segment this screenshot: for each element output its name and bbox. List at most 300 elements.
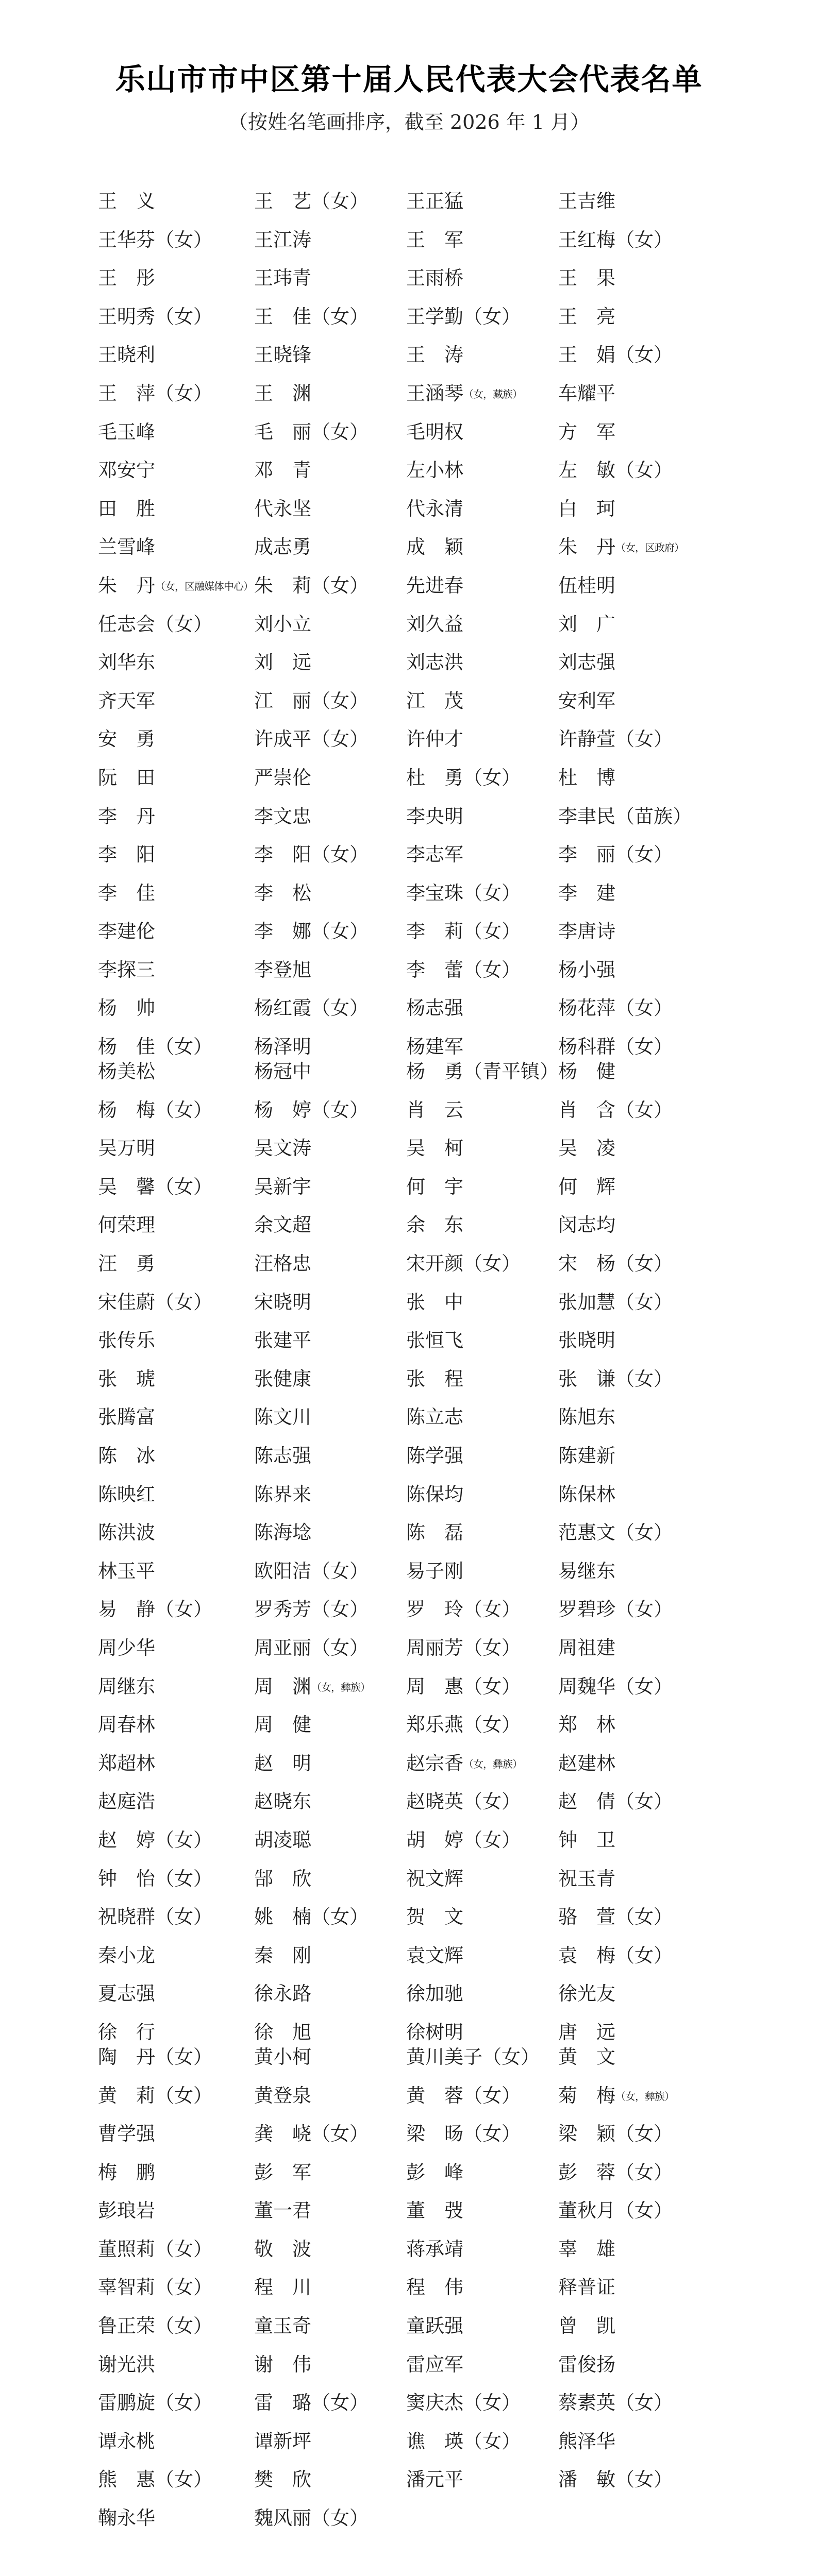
representative-entry	[558, 2199, 673, 2222]
representative-note: （女）	[311, 920, 369, 943]
representative-name: 李唐诗	[558, 920, 615, 943]
list-row	[0, 2507, 818, 2530]
representative-entry	[254, 267, 311, 290]
representative-entry	[254, 1214, 311, 1236]
representative-name: 王正猛	[406, 190, 463, 212]
representative-name: 易继东	[558, 1560, 615, 1582]
representative-note: （女）	[463, 2123, 521, 2145]
list-row	[0, 2021, 818, 2044]
representative-entry	[406, 306, 521, 328]
representative-name: 许静萱	[558, 728, 615, 751]
list-row	[0, 1176, 818, 1198]
representative-name: 兰雪峰	[98, 536, 155, 558]
representative-name: 周少华	[98, 1636, 155, 1659]
representative-entry	[558, 190, 615, 213]
representative-name: 陈立志	[406, 1406, 463, 1429]
representative-note: （女）	[311, 1098, 369, 1121]
representative-entry	[98, 1329, 155, 1352]
representative-note: （女）	[463, 2084, 521, 2107]
representative-entry	[254, 1252, 311, 1275]
representative-entry	[98, 2315, 212, 2337]
list-row	[0, 2238, 818, 2261]
representative-note: （女）	[463, 2392, 521, 2414]
representative-name: 朱 丹	[558, 536, 615, 558]
representative-name: 曹学强	[98, 2123, 155, 2145]
representative-name: 张传乐	[98, 1329, 155, 1352]
representative-entry	[254, 2276, 311, 2299]
representative-entry	[558, 882, 615, 905]
representative-entry	[406, 1176, 463, 1198]
representative-entry	[558, 2161, 673, 2184]
representative-entry	[558, 1637, 615, 1659]
list-row	[0, 1483, 818, 1506]
representative-note: （女）	[155, 1036, 212, 1058]
document-subtitle: （按姓名笔画排序，截至 2026 年 1 月）	[228, 111, 590, 133]
representative-name: 雷应军	[406, 2353, 463, 2376]
representative-entry	[98, 997, 155, 1020]
representative-entry	[558, 1406, 615, 1429]
representative-entry	[254, 1368, 311, 1391]
representative-entry	[254, 2161, 311, 2184]
representative-entry	[98, 2161, 155, 2184]
list-row	[0, 459, 818, 482]
document-title: 乐山市市中区第十届人民代表大会代表名单	[115, 62, 703, 97]
representative-entry	[254, 421, 369, 444]
representative-entry	[558, 1598, 673, 1621]
list-row	[0, 1982, 818, 2005]
representative-name: 程 伟	[406, 2276, 463, 2299]
representative-entry	[558, 1714, 615, 1736]
representative-entry	[558, 344, 673, 366]
representative-entry	[558, 498, 615, 520]
representative-name: 唐 远	[558, 2021, 615, 2043]
representative-name: 杜 博	[558, 766, 615, 789]
representative-note: （女）	[463, 920, 521, 943]
representative-name: 钟 怡	[98, 1867, 155, 1890]
representative-name: 祝晓群	[98, 1906, 155, 1928]
representative-name: 吴 柯	[406, 1137, 463, 1160]
representative-name: 许成平	[254, 728, 311, 751]
representative-name: 王 义	[98, 190, 155, 212]
representative-name: 姚 楠	[254, 1906, 311, 1928]
representative-name: 何荣理	[98, 1214, 155, 1236]
representative-entry	[254, 1483, 311, 1506]
representative-entry	[98, 767, 155, 789]
list-row	[0, 843, 818, 866]
representative-entry	[98, 1214, 155, 1236]
list-row	[0, 1214, 818, 1236]
representative-entry	[254, 2199, 311, 2222]
representative-note: （女）	[615, 2199, 673, 2222]
representative-note: （青平镇）	[463, 1060, 559, 1083]
representative-name: 欧阳洁	[254, 1560, 311, 1582]
representative-entry	[558, 1868, 615, 1890]
representative-entry	[558, 843, 673, 866]
representative-note: （女）	[155, 382, 212, 404]
representative-name: 杨志强	[406, 997, 463, 1020]
representative-name: 李 佳	[98, 882, 155, 904]
representative-name: 陈学强	[406, 1445, 463, 1467]
representative-name: 郜 欣	[254, 1867, 311, 1890]
list-row	[0, 382, 818, 405]
representative-list	[0, 190, 818, 2540]
representative-entry	[558, 2353, 615, 2376]
representative-name: 徐加驰	[406, 1982, 463, 2005]
representative-name: 程 川	[254, 2276, 311, 2299]
representative-entry	[98, 920, 155, 943]
representative-note: （女）	[155, 2084, 212, 2107]
representative-name: 朱 莉	[254, 574, 311, 597]
list-row	[0, 2315, 818, 2337]
representative-entry	[558, 229, 673, 251]
representative-name: 代永清	[406, 497, 463, 520]
representative-name: 王涵琴	[406, 382, 463, 404]
representative-note: （女）	[155, 1598, 212, 1621]
representative-name: 邓 青	[254, 459, 311, 482]
representative-name: 陈海埝	[254, 1521, 311, 1544]
representative-name: 王 果	[558, 267, 615, 290]
list-row	[0, 651, 818, 674]
representative-name: 王明秀	[98, 305, 155, 328]
representative-entry	[98, 2021, 155, 2044]
representative-name: 王晓锋	[254, 344, 311, 366]
list-row	[0, 613, 818, 636]
representative-name: 胡 婷	[406, 1828, 463, 1851]
representative-entry	[98, 651, 155, 674]
representative-note: （女）	[615, 1036, 673, 1058]
representative-name: 张 中	[406, 1291, 463, 1313]
representative-name: 徐 旭	[254, 2021, 311, 2043]
representative-note: （女）	[311, 843, 369, 866]
representative-entry	[406, 2315, 463, 2337]
representative-name: 鲁正荣	[98, 2315, 155, 2337]
list-row	[0, 2046, 818, 2069]
representative-entry	[254, 1944, 311, 1967]
representative-name: 王 萍	[98, 382, 155, 404]
representative-entry	[98, 2392, 212, 2414]
representative-entry	[406, 2161, 463, 2184]
representative-entry	[254, 2046, 311, 2069]
list-row	[0, 1445, 818, 1467]
representative-entry	[98, 2353, 155, 2376]
representative-entry	[254, 2084, 311, 2107]
representative-name: 张晓明	[558, 1329, 615, 1352]
representative-entry	[406, 1036, 463, 1058]
representative-name: 安 勇	[98, 728, 155, 751]
representative-entry	[254, 1099, 369, 1122]
representative-entry	[406, 959, 521, 981]
representative-name: 雷俊扬	[558, 2353, 615, 2376]
list-row	[0, 229, 818, 251]
representative-name: 樊 欣	[254, 2468, 311, 2491]
representative-name: 伍桂明	[558, 574, 615, 597]
list-row	[0, 421, 818, 444]
representative-entry	[558, 2123, 673, 2145]
representative-name: 夏志强	[98, 1982, 155, 2005]
representative-entry	[254, 2430, 311, 2453]
representative-entry	[558, 1176, 615, 1198]
representative-note: （女）	[615, 1367, 673, 1390]
representative-name: 黄 蓉	[406, 2084, 463, 2107]
representative-name: 杨科群	[558, 1036, 615, 1058]
representative-entry	[98, 1060, 155, 1083]
representative-entry	[406, 1099, 463, 1122]
representative-name: 何 宇	[406, 1175, 463, 1198]
list-row	[0, 1944, 818, 1967]
representative-name: 陶 丹	[98, 2045, 155, 2068]
list-row	[0, 1790, 818, 1813]
representative-entry	[406, 767, 521, 789]
representative-note: （女）	[463, 1790, 521, 1813]
representative-entry	[254, 1906, 369, 1928]
representative-name: 田 胜	[98, 497, 155, 520]
representative-note: （女）	[155, 613, 212, 635]
representative-name: 陈旭东	[558, 1406, 615, 1429]
representative-entry	[406, 267, 463, 290]
representative-name: 杨 健	[558, 1060, 615, 1083]
representative-name: 肖 云	[406, 1098, 463, 1121]
list-row	[0, 1406, 818, 1429]
representative-name: 菊 梅	[558, 2084, 615, 2107]
representative-name: 毛玉峰	[98, 420, 155, 443]
representative-name: 余 东	[406, 1214, 463, 1236]
representative-name: 刘久益	[406, 613, 463, 635]
representative-note: （女）	[311, 2392, 369, 2414]
representative-entry	[98, 1560, 155, 1583]
representative-entry	[558, 690, 615, 713]
representative-entry	[254, 805, 311, 828]
representative-entry	[98, 2238, 212, 2261]
representative-name: 张健康	[254, 1367, 311, 1390]
representative-entry	[98, 2468, 212, 2491]
representative-name: 赵庭浩	[98, 1790, 155, 1813]
representative-name: 王华芬	[98, 228, 155, 251]
representative-name: 李 阳	[98, 843, 155, 866]
representative-note: （女）	[463, 1675, 521, 1698]
representative-entry	[254, 2315, 311, 2337]
representative-entry	[98, 1483, 155, 1506]
representative-name: 王晓利	[98, 344, 155, 366]
representative-entry	[406, 2046, 540, 2069]
representative-entry	[558, 1752, 615, 1775]
representative-note: （女）	[155, 2276, 212, 2299]
representative-entry	[98, 1252, 155, 1275]
representative-note: （女）	[615, 1098, 673, 1121]
representative-entry	[558, 1060, 615, 1083]
representative-entry	[98, 421, 155, 444]
representative-name: 鞠永华	[98, 2507, 155, 2530]
representative-entry	[98, 843, 155, 866]
representative-entry	[406, 1829, 521, 1852]
representative-entry	[98, 1790, 155, 1813]
representative-note: （女）	[615, 2392, 673, 2414]
representative-name: 贺 文	[406, 1906, 463, 1928]
representative-name: 秦小龙	[98, 1944, 155, 1967]
representative-entry	[558, 382, 615, 405]
representative-name: 彭 军	[254, 2161, 311, 2183]
representative-note: （女）	[311, 1560, 369, 1582]
representative-entry	[558, 2084, 674, 2108]
representative-name: 赵晓英	[406, 1790, 463, 1813]
representative-entry	[406, 1406, 463, 1429]
representative-name: 易子刚	[406, 1560, 463, 1582]
representative-entry	[254, 767, 311, 789]
representative-entry	[558, 1483, 615, 1506]
representative-entry	[558, 1982, 615, 2005]
list-row	[0, 536, 818, 558]
representative-name: 周丽芳	[406, 1636, 463, 1659]
representative-note: （女）	[615, 2468, 673, 2491]
representative-entry	[254, 2353, 311, 2376]
representative-name: 陈志强	[254, 1445, 311, 1467]
representative-entry	[254, 2507, 369, 2530]
representative-name: 袁文辉	[406, 1944, 463, 1967]
representative-name: 骆 萱	[558, 1906, 615, 1928]
representative-entry	[254, 1176, 311, 1198]
representative-name: 秦 刚	[254, 1944, 311, 1967]
representative-entry	[406, 459, 463, 482]
representative-entry	[406, 651, 463, 674]
representative-name: 成志勇	[254, 536, 311, 558]
representative-name: 肖 含	[558, 1098, 615, 1121]
representative-entry	[406, 574, 463, 597]
representative-entry	[98, 2199, 155, 2222]
representative-name: 王 军	[406, 228, 463, 251]
representative-note: （女，藏族）	[463, 387, 522, 400]
representative-entry	[406, 2021, 463, 2044]
representative-note: （女）	[311, 997, 369, 1020]
representative-name: 杨小强	[558, 958, 615, 981]
representative-name: 黄川美子	[406, 2045, 482, 2068]
representative-name: 吴 馨	[98, 1175, 155, 1198]
representative-entry	[406, 190, 463, 213]
representative-name: 闵志均	[558, 1214, 615, 1236]
representative-entry	[98, 267, 155, 290]
list-row	[0, 690, 818, 713]
representative-entry	[254, 1445, 311, 1467]
representative-entry	[98, 882, 155, 905]
representative-name: 杨 帅	[98, 997, 155, 1020]
representative-name: 李建伦	[98, 920, 155, 943]
representative-entry	[254, 2468, 311, 2491]
representative-entry	[406, 382, 522, 405]
representative-entry	[406, 2123, 521, 2145]
representative-name: 徐 行	[98, 2021, 155, 2043]
representative-name: 吴文涛	[254, 1137, 311, 1160]
representative-entry	[406, 1560, 463, 1583]
representative-note: （女）	[155, 2238, 212, 2260]
representative-entry	[558, 613, 615, 636]
representative-entry	[406, 728, 463, 751]
representative-name: 杜 勇	[406, 766, 463, 789]
representative-name: 梁 颖	[558, 2123, 615, 2145]
representative-entry	[558, 1445, 615, 1467]
representative-name: 毛 丽	[254, 420, 311, 443]
representative-entry	[406, 690, 463, 713]
representative-name: 李登旭	[254, 958, 311, 981]
representative-entry	[98, 1944, 155, 1967]
representative-entry	[558, 1906, 673, 1928]
representative-name: 江 丽	[254, 689, 311, 712]
representative-entry	[558, 574, 615, 597]
representative-entry	[406, 498, 463, 520]
representative-name: 陈保林	[558, 1483, 615, 1505]
representative-name: 陈文川	[254, 1406, 311, 1429]
representative-name: 张 琥	[98, 1367, 155, 1390]
representative-entry	[254, 1829, 311, 1852]
representative-name: 何 辉	[558, 1175, 615, 1198]
representative-name: 罗秀芳	[254, 1598, 311, 1621]
representative-name: 李聿民	[558, 805, 615, 827]
representative-entry	[98, 1036, 212, 1058]
representative-name: 阮 田	[98, 766, 155, 789]
representative-name: 张恒飞	[406, 1329, 463, 1352]
representative-name: 范惠文	[558, 1521, 615, 1544]
list-row	[0, 1675, 818, 1698]
representative-name: 董秋月	[558, 2199, 615, 2222]
list-row	[0, 2199, 818, 2222]
representative-entry	[406, 1752, 522, 1775]
representative-name: 陈映红	[98, 1483, 155, 1505]
representative-entry	[406, 1329, 463, 1352]
representative-entry	[558, 1521, 673, 1544]
representative-name: 梁 旸	[406, 2123, 463, 2145]
representative-name: 左 敏	[558, 459, 615, 482]
representative-name: 刘 远	[254, 651, 311, 674]
representative-entry	[254, 382, 311, 405]
representative-entry	[98, 498, 155, 520]
representative-entry	[254, 882, 311, 905]
representative-entry	[254, 1521, 311, 1544]
representative-note: （女）	[615, 1598, 673, 1621]
representative-name: 谢光洪	[98, 2353, 155, 2376]
representative-note: （女）	[615, 344, 673, 366]
representative-entry	[558, 2315, 615, 2337]
list-row	[0, 1752, 818, 1775]
list-row	[0, 1868, 818, 1890]
representative-name: 严崇伦	[254, 766, 311, 789]
representative-note: （女）	[155, 1867, 212, 1890]
representative-entry	[254, 2123, 369, 2145]
representative-note: （女）	[615, 1675, 673, 1698]
representative-name: 王 亮	[558, 305, 615, 328]
representative-entry	[406, 1714, 521, 1736]
representative-name: 李宝珠	[406, 882, 463, 904]
representative-entry	[98, 1445, 155, 1467]
representative-entry	[98, 2507, 155, 2530]
representative-name: 刘志洪	[406, 651, 463, 674]
representative-entry	[98, 574, 253, 598]
representative-note: （女）	[463, 1714, 521, 1736]
representative-entry	[406, 1291, 463, 1314]
representative-note: （女）	[615, 1944, 673, 1967]
representative-name: 李文忠	[254, 805, 311, 827]
representative-entry	[254, 1982, 311, 2005]
representative-entry	[558, 959, 615, 981]
representative-name: 宋佳蔚	[98, 1291, 155, 1313]
representative-name: 杨 梅	[98, 1098, 155, 1121]
representative-entry	[254, 1675, 370, 1699]
representative-entry	[254, 1868, 311, 1890]
representative-name: 陈洪波	[98, 1521, 155, 1544]
representative-name: 王 艺	[254, 190, 311, 212]
representative-name: 祝文辉	[406, 1867, 463, 1890]
list-row	[0, 1099, 818, 1122]
representative-entry	[98, 344, 155, 366]
representative-note: （女）	[615, 1790, 673, 1813]
representative-entry	[98, 1598, 212, 1621]
representative-note: （女）	[463, 1252, 521, 1275]
